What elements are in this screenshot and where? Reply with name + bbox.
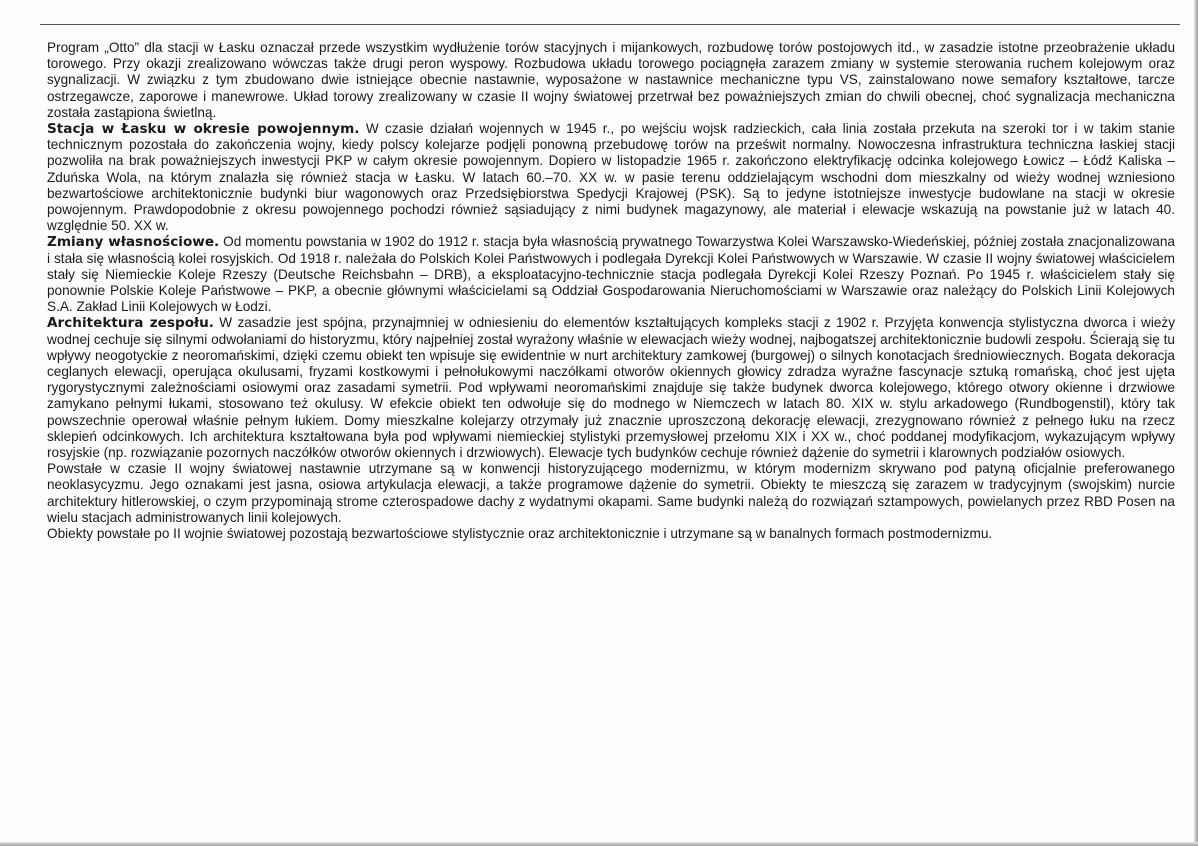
paragraph-postwar-station (47, 121, 1175, 234)
paragraph-text: Od momentu powstania w 1902 do 1912 r. stacja była własnością prywatnego Towarzystwa Kolei Warszawsko-Wiedeńskiej, później została znacjonalizowana i stała się własnością kolei rosyjskich. Od 1918 r. należała do Polskich Kolei Państwowych i podlegała Dyrekcji Kolei Państwowych w Warszawie. W czasie II wojny światowej właścicielem stały się Niemieckie Koleje Rzeszy (Deutsche Reichsbahn – DRB), a eksploatacyjno-technicznie stacja podlegała Dyrekcji Kolei Rzeszy Poznań. Po 1945 r. właścicielem stały się ponownie Polskie Koleje Państwowe – PKP, a obecnie głównymi właścicielami są Oddział Gospodarowania Nieruchomościami w Warszawie oraz należący do Polskich Linii Kolejowych S.A. Zakład Linii Kolejowych w Łodzi. (47, 234, 1175, 315)
paragraph-postwar-objects (47, 526, 1175, 542)
paragraph-signal-boxes (47, 461, 1175, 526)
scan-edge-bottom (0, 842, 1198, 846)
paragraph-ownership-changes (47, 234, 1175, 315)
paragraph-architecture (47, 315, 1175, 461)
paragraph-text: Program „Otto” dla stacji w Łasku oznaczał przede wszystkim wydłużenie torów stacyjnych i mijankowych, rozbudowę torów postojowych itd., w zasadzie istotne przeobrażenie układu torowego. Przy okazji zrealizowano wówczas także drugi peron wyspowy. Rozbudowa układu torowego pociągnęła zarazem zmiany w systemie sterowania ruchem kolejowym oraz sygnalizacji. W związku z tym zbudowano dwie istniejące obecnie nastawnie, wyposażone w nastawnice mechaniczne typu VS, zainstalowano nowe semafory kształtowe, tarcze ostrzegawcze, zaporowe i manewrowe. Układ torowy zrealizowany w czasie II wojny światowej przetrwał bez poważniejszych zmian do chwili obecnej, choć sygnalizacja mechaniczna została zastąpiona świetlną. (47, 40, 1175, 120)
section-heading: Stacja w Łasku w okresie powojennym. (47, 121, 360, 138)
paragraph-text: Obiekty powstałe po II wojnie światowej pozostają bezwartościowe stylistycznie oraz architektonicznie i utrzymane są w banalnych formach postmodernizmu. (47, 526, 993, 542)
section-heading: Architektura zespołu. (47, 315, 214, 332)
section-heading: Zmiany własnościowe. (47, 234, 220, 251)
paragraph-otto-program (47, 40, 1175, 121)
paragraph-text: Powstałe w czasie II wojny światowej nastawnie utrzymane są w konwencji historyzującego modernizmu, w którym modernizm skrywano pod patyną oficjalnie preferowanego neoklasycyzmu. Jego oznakami jest jasna, osiowa artykulacja elewacji, a także programowe dążenie do symetrii. Obiekty te mieszczą się zarazem w tradycyjnym (swojskim) nurcie architektury hitlerowskiej, o czym przypominają strome czterospadowe dachy z wydatnymi okapami. Same budynki należą do rozwiązań sztampowych, powielanych przez RBD Posen na wielu stacjach administrowanych linii kolejowych. (47, 461, 1175, 525)
scan-edge-right (1194, 0, 1198, 846)
paragraph-text: W zasadzie jest spójna, przynajmniej w odniesieniu do elementów kształtujących kompleks stacji z 1902 r. Przyjęta konwencja stylistyczna dworca i wieży wodnej cechuje się silnymi odwołaniami do historyzmu, który najpełniej został wyrażony właśnie w elewacjach wieży wodnej, najbogatszej architektonicznie budowli zespołu. Ścierają się tu wpływy neogotyckie z neoromańskimi, dzięki czemu obiekt ten wpisuje się ewidentnie w nurt architektury zamkowej (burgowej) o silnych konotacjach średniowiecznych. Bogata dekoracja ceglanych elewacji, operująca okulusami, fryzami kostkowymi i pełnołukowymi naczółkami otworów okiennych głowicy zdradza wyraźne fascynacje sztuką romańską, choć jest ujęta rygorystycznymi zależnościami osiowymi oraz zasadami symetrii. Pod wpływami neoromańskimi znajduje się także budynek dworca kolejowego, którego otwory okienne i drzwiowe zamykano pełnymi łukami, stosowano też okulusy. W efekcie obiekt ten odwołuje się do modnego w Niemczech w latach 80. XIX w. stylu arkadowego (Rundbogenstil), który tak powszechnie operował właśnie pełnym łukiem. Domy mieszkalne kolejarzy otrzymały już znacznie uproszczoną dekorację elewacji, zrezygnowano również z pełnego łuku na rzecz sklepień odcinkowych. Ich architektura kształtowana była pod wpływami niemieckiej stylistyki przemysłowej przełomu XIX i XX w., choć poddanej modyfikacjom, wykazującym wpływy rosyjskie (np. rozwiązanie pozornych naczółków otworów okiennych i drzwiowych). Elewacje tych budynków cechuje również dążenie do symetrii i klarownych podziałów osiowych. (47, 315, 1175, 461)
document-body (47, 40, 1175, 542)
paragraph-text: W czasie działań wojennych w 1945 r., po wejściu wojsk radzieckich, cała linia została przekuta na szeroki tor i w takim stanie technicznym pozostała do zakończenia wojny, kiedy polscy kolejarze podjęli ponowną przebudowę torów na prześwit normalny. Nowoczesna infrastruktura techniczna łaskiej stacji pozwoliła na brak poważniejszych inwestycji PKP w całym okresie powojennym. Dopiero w listopadzie 1965 r. zakończono elektryfikację odcinka kolejowego Łowicz – Łódź Kaliska – Zduńska Wola, na którym znalazła się również stacja w Łasku. W latach 60.–70. XX w. w pasie terenu oddzielającym wschodni dom mieszkalny od wieży wodnej wzniesiono bezwartościowe architektonicznie budynki biur wagonowych oraz Przedsiębiorstwa Spedycji Krajowej (PSK). Są to jedyne istotniejsze inwestycje budowlane na stacji w okresie powojennym. Prawdopodobnie z okresu powojennego pochodzi również sąsiadujący z nimi budynek magazynowy, ale materiał i elewacje wskazują na powstanie już w latach 40. względnie 50. XX w. (47, 121, 1176, 234)
header-rule (40, 24, 1180, 25)
